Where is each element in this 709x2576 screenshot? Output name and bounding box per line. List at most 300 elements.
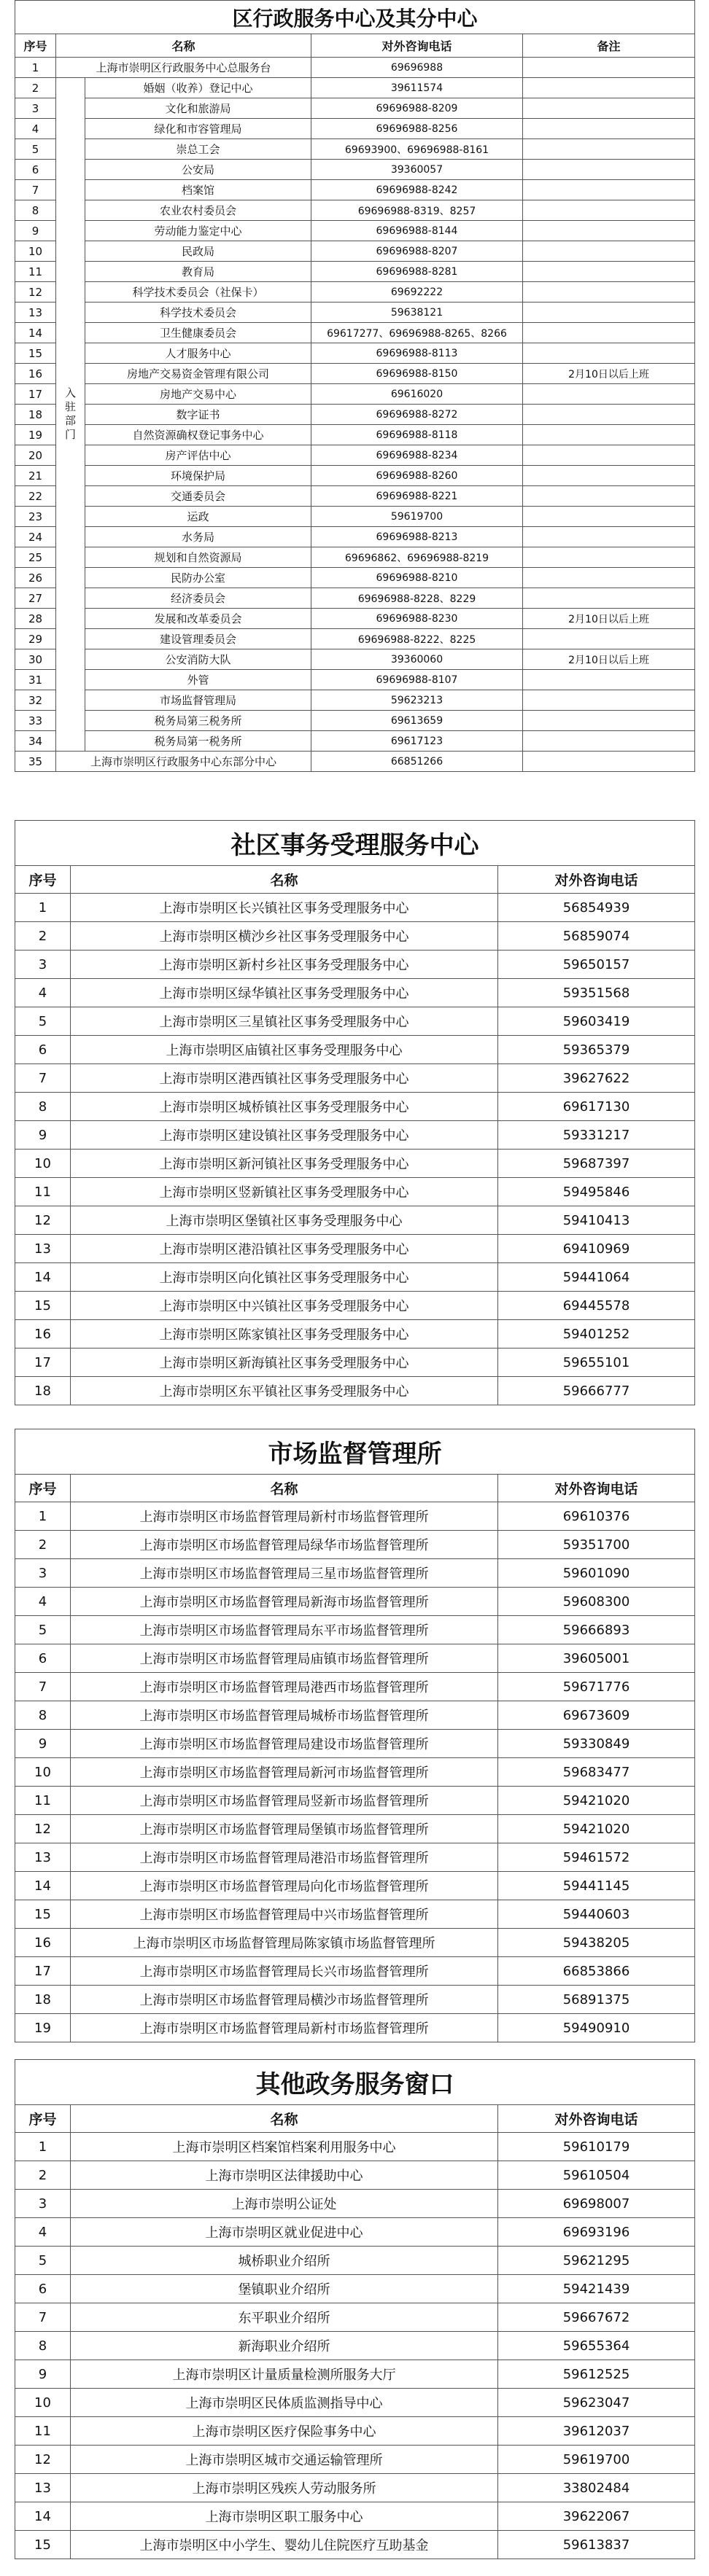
name: 上海市崇明区就业促进中心 [71, 2218, 498, 2247]
table-row [15, 1616, 695, 1644]
number: 23 [15, 507, 56, 527]
community-service-table [15, 820, 695, 1405]
table-row [15, 2218, 695, 2247]
table-row [15, 1263, 695, 1292]
name: 上海市崇明区行政服务中心东部分中心 [56, 752, 311, 772]
name: 上海市崇明区中小学生、婴幼儿住院医疗互助基金 [71, 2531, 498, 2559]
phone: 59331217 [498, 1121, 695, 1150]
phone: 59441064 [498, 1263, 695, 1292]
name: 上海市崇明区横沙乡社区事务受理服务中心 [71, 922, 498, 951]
number: 2 [15, 78, 56, 98]
phone: 39622067 [498, 2502, 695, 2531]
phone: 69696988-8260 [311, 466, 523, 486]
name: 上海市崇明区堡镇社区事务受理服务中心 [71, 1206, 498, 1235]
phone: 69696988-8209 [311, 98, 523, 119]
phone: 33802484 [498, 2474, 695, 2502]
phone: 59608300 [498, 1588, 695, 1616]
number: 10 [15, 241, 56, 262]
table-row [15, 98, 695, 119]
number: 15 [15, 1900, 71, 1929]
name: 民政局 [85, 241, 311, 262]
note [523, 711, 695, 731]
name: 房产评估中心 [85, 445, 311, 466]
number: 14 [15, 2502, 71, 2531]
name: 上海市崇明公证处 [71, 2190, 498, 2218]
table-row [15, 588, 695, 609]
phone: 39605001 [498, 1644, 695, 1673]
name: 规划和自然资源局 [85, 547, 311, 568]
number: 4 [15, 979, 71, 1007]
header-phone: 对外咨询电话 [498, 1475, 695, 1502]
name: 上海市崇明区行政服务中心总服务台 [56, 58, 311, 78]
section-title: 社区事务受理服务中心 [15, 821, 695, 866]
note [523, 568, 695, 588]
number: 1 [15, 1502, 71, 1531]
name: 绿化和市容管理局 [85, 119, 311, 139]
name: 上海市崇明区职工服务中心 [71, 2502, 498, 2531]
name: 上海市崇明区市场监督管理局长兴市场监督管理所 [71, 1957, 498, 1986]
table-row [15, 670, 695, 690]
phone: 59351568 [498, 979, 695, 1007]
table-row [15, 1588, 695, 1616]
phone: 69696988-8234 [311, 445, 523, 466]
table-row [15, 445, 695, 466]
number: 15 [15, 343, 56, 364]
phone: 59441145 [498, 1872, 695, 1900]
phone: 56859074 [498, 922, 695, 951]
phone: 39360060 [311, 649, 523, 670]
phone: 56854939 [498, 894, 695, 922]
table-row [15, 2133, 695, 2161]
phone: 59671776 [498, 1673, 695, 1701]
header-number: 序号 [15, 866, 71, 894]
note [523, 303, 695, 323]
name: 堡镇职业介绍所 [71, 2275, 498, 2303]
note [523, 200, 695, 221]
phone: 59421020 [498, 1815, 695, 1843]
phone: 69693900、69696988-8161 [311, 139, 523, 160]
number: 25 [15, 547, 56, 568]
phone: 69696988-8319、8257 [311, 200, 523, 221]
number: 5 [15, 139, 56, 160]
number: 35 [15, 752, 56, 772]
phone: 59621295 [498, 2247, 695, 2275]
number: 5 [15, 2247, 71, 2275]
note [523, 405, 695, 425]
phone: 59365379 [498, 1036, 695, 1064]
name: 上海市崇明区城市交通运输管理所 [71, 2446, 498, 2474]
name: 婚姻（收养）登记中心 [85, 78, 311, 98]
phone: 59666777 [498, 1377, 695, 1405]
name: 上海市崇明区新河镇社区事务受理服务中心 [71, 1150, 498, 1178]
table-row [15, 1929, 695, 1957]
section-title: 其他政务服务窗口 [15, 2060, 695, 2105]
name: 新海职业介绍所 [71, 2332, 498, 2360]
note [523, 629, 695, 649]
other-windows-table [15, 2059, 695, 2559]
name: 上海市崇明区市场监督管理局三星市场监督管理所 [71, 1559, 498, 1588]
note [523, 752, 695, 772]
phone: 59603419 [498, 1007, 695, 1036]
name: 教育局 [85, 262, 311, 282]
table-row [15, 466, 695, 486]
phone: 59438205 [498, 1929, 695, 1957]
table-row [15, 1349, 695, 1377]
table-row [15, 1206, 695, 1235]
table-row [15, 1701, 695, 1730]
name: 东平职业介绍所 [71, 2303, 498, 2332]
phone: 39360057 [311, 160, 523, 180]
phone: 69610376 [498, 1502, 695, 1531]
phone: 69696988-8150 [311, 364, 523, 384]
note [523, 445, 695, 466]
name: 文化和旅游局 [85, 98, 311, 119]
number: 10 [15, 1150, 71, 1178]
name: 上海市崇明区新海镇社区事务受理服务中心 [71, 1349, 498, 1377]
phone: 59655364 [498, 2332, 695, 2360]
name: 数字证书 [85, 405, 311, 425]
table-row [15, 405, 695, 425]
phone: 59687397 [498, 1150, 695, 1178]
table-row [15, 1673, 695, 1701]
phone: 69696988-8222、8225 [311, 629, 523, 649]
note: 2月10日以后上班 [523, 609, 695, 629]
phone: 69613659 [311, 711, 523, 731]
name: 上海市崇明区庙镇社区事务受理服务中心 [71, 1036, 498, 1064]
name: 上海市崇明区法律援助中心 [71, 2161, 498, 2190]
name: 上海市崇明区市场监督管理局建设市场监督管理所 [71, 1730, 498, 1758]
number: 8 [15, 200, 56, 221]
phone: 69696862、69696988-8219 [311, 547, 523, 568]
phone: 39611574 [311, 78, 523, 98]
phone: 39612037 [498, 2417, 695, 2446]
header-number: 序号 [15, 2105, 71, 2133]
phone: 66851266 [311, 752, 523, 772]
phone: 59410413 [498, 1206, 695, 1235]
admin-service-table [15, 0, 695, 772]
name: 上海市崇明区市场监督管理局港西市场监督管理所 [71, 1673, 498, 1701]
number: 9 [15, 1121, 71, 1150]
table-row [15, 1377, 695, 1405]
table-row [15, 160, 695, 180]
name: 交通委员会 [85, 486, 311, 507]
number: 4 [15, 2218, 71, 2247]
phone: 59351700 [498, 1531, 695, 1559]
phone: 69696988-8281 [311, 262, 523, 282]
phone: 69696988-8221 [311, 486, 523, 507]
note [523, 527, 695, 547]
number: 2 [15, 1531, 71, 1559]
phone: 59421020 [498, 1787, 695, 1815]
number: 33 [15, 711, 56, 731]
section-other-windows [15, 2059, 694, 2559]
number: 19 [15, 2014, 71, 2042]
phone: 69696988-8107 [311, 670, 523, 690]
number: 27 [15, 588, 56, 609]
table-row [15, 2446, 695, 2474]
table-row [15, 384, 695, 405]
number: 5 [15, 1616, 71, 1644]
number: 13 [15, 303, 56, 323]
table-row [15, 609, 695, 629]
name: 上海市崇明区市场监督管理局新村市场监督管理所 [71, 2014, 498, 2042]
table-row [15, 486, 695, 507]
phone: 59666893 [498, 1616, 695, 1644]
table-row [15, 894, 695, 922]
name: 上海市崇明区市场监督管理局城桥市场监督管理所 [71, 1701, 498, 1730]
name: 上海市崇明区港沿镇社区事务受理服务中心 [71, 1235, 498, 1263]
table-row [15, 1036, 695, 1064]
name: 上海市崇明区长兴镇社区事务受理服务中心 [71, 894, 498, 922]
name: 上海市崇明区医疗保险事务中心 [71, 2417, 498, 2446]
number: 34 [15, 731, 56, 752]
note [523, 486, 695, 507]
note [523, 670, 695, 690]
phone: 69673609 [498, 1701, 695, 1730]
number: 2 [15, 922, 71, 951]
table-row [15, 2161, 695, 2190]
number: 8 [15, 1093, 71, 1121]
number: 26 [15, 568, 56, 588]
number: 13 [15, 1235, 71, 1263]
note [523, 160, 695, 180]
phone: 69696988-8272 [311, 405, 523, 425]
phone: 59610179 [498, 2133, 695, 2161]
phone: 59619700 [311, 507, 523, 527]
table-row [15, 1900, 695, 1929]
phone: 69617277、69696988-8265、8266 [311, 323, 523, 343]
table-row [15, 1093, 695, 1121]
table-row [15, 2275, 695, 2303]
name: 科学技术委员会 [85, 303, 311, 323]
number: 15 [15, 2531, 71, 2559]
phone: 59461572 [498, 1843, 695, 1872]
number: 22 [15, 486, 56, 507]
phone: 69693196 [498, 2218, 695, 2247]
name: 上海市崇明区市场监督管理局庙镇市场监督管理所 [71, 1644, 498, 1673]
number: 11 [15, 2417, 71, 2446]
phone: 69696988-8213 [311, 527, 523, 547]
phone: 59610504 [498, 2161, 695, 2190]
number: 7 [15, 180, 56, 200]
name: 上海市崇明区市场监督管理局绿华市场监督管理所 [71, 1531, 498, 1559]
table-row [15, 2303, 695, 2332]
number: 12 [15, 2446, 71, 2474]
number: 1 [15, 58, 56, 78]
table-row [15, 425, 695, 445]
phone: 59655101 [498, 1349, 695, 1377]
phone: 69696988-8118 [311, 425, 523, 445]
name: 上海市崇明区档案馆档案利用服务中心 [71, 2133, 498, 2161]
number: 6 [15, 160, 56, 180]
number: 4 [15, 119, 56, 139]
name: 上海市崇明区陈家镇社区事务受理服务中心 [71, 1320, 498, 1349]
note: 2月10日以后上班 [523, 364, 695, 384]
header-note: 备注 [523, 34, 695, 58]
phone: 59401252 [498, 1320, 695, 1349]
name: 崇总工会 [85, 139, 311, 160]
name: 上海市崇明区中兴镇社区事务受理服务中心 [71, 1292, 498, 1320]
name: 上海市崇明区竖新镇社区事务受理服务中心 [71, 1178, 498, 1206]
table-row [15, 1531, 695, 1559]
table-row [15, 221, 695, 241]
number: 1 [15, 2133, 71, 2161]
name: 外管 [85, 670, 311, 690]
name: 上海市崇明区港西镇社区事务受理服务中心 [71, 1064, 498, 1093]
number: 1 [15, 894, 71, 922]
name: 上海市崇明区建设镇社区事务受理服务中心 [71, 1121, 498, 1150]
number: 2 [15, 2161, 71, 2190]
phone: 69696988-8113 [311, 343, 523, 364]
note [523, 507, 695, 527]
table-row [15, 2531, 695, 2559]
phone: 69696988-8230 [311, 609, 523, 629]
table-row [15, 1502, 695, 1531]
name: 档案馆 [85, 180, 311, 200]
name: 上海市崇明区东平镇社区事务受理服务中心 [71, 1377, 498, 1405]
note [523, 78, 695, 98]
name: 房地产交易中心 [85, 384, 311, 405]
phone: 59623213 [311, 690, 523, 711]
note [523, 425, 695, 445]
number: 16 [15, 364, 56, 384]
table-row [15, 1064, 695, 1093]
number: 21 [15, 466, 56, 486]
number: 24 [15, 527, 56, 547]
table-row [15, 180, 695, 200]
phone: 59613837 [498, 2531, 695, 2559]
header-name: 名称 [71, 2105, 498, 2133]
phone: 59638121 [311, 303, 523, 323]
note [523, 323, 695, 343]
table-row [15, 2014, 695, 2042]
phone: 59495846 [498, 1178, 695, 1206]
name: 税务局第三税务所 [85, 711, 311, 731]
name: 公安消防大队 [85, 649, 311, 670]
number: 17 [15, 1349, 71, 1377]
table-row [15, 282, 695, 303]
name: 卫生健康委员会 [85, 323, 311, 343]
note [523, 98, 695, 119]
table-row [15, 568, 695, 588]
name: 上海市崇明区残疾人劳动服务所 [71, 2474, 498, 2502]
number: 11 [15, 1178, 71, 1206]
table-row [15, 343, 695, 364]
table-row [15, 1872, 695, 1900]
name: 水务局 [85, 527, 311, 547]
number: 10 [15, 1758, 71, 1787]
phone: 59619700 [498, 2446, 695, 2474]
table-row [15, 2389, 695, 2417]
name: 房地产交易资金管理有限公司 [85, 364, 311, 384]
note [523, 547, 695, 568]
number: 8 [15, 2332, 71, 2360]
name: 上海市崇明区向化镇社区事务受理服务中心 [71, 1263, 498, 1292]
phone: 59683477 [498, 1758, 695, 1787]
name: 公安局 [85, 160, 311, 180]
table-row [15, 1235, 695, 1263]
number: 29 [15, 629, 56, 649]
table-row [15, 711, 695, 731]
number: 3 [15, 98, 56, 119]
number: 17 [15, 384, 56, 405]
group-label: 入驻部门 [56, 78, 85, 752]
note [523, 731, 695, 752]
table-row [15, 629, 695, 649]
number: 18 [15, 405, 56, 425]
name: 上海市崇明区绿华镇社区事务受理服务中心 [71, 979, 498, 1007]
table-row [15, 507, 695, 527]
phone: 59440603 [498, 1900, 695, 1929]
number: 14 [15, 323, 56, 343]
note [523, 180, 695, 200]
name: 上海市崇明区三星镇社区事务受理服务中心 [71, 1007, 498, 1036]
phone: 69445578 [498, 1292, 695, 1320]
table-row [15, 1986, 695, 2014]
phone: 69617123 [311, 731, 523, 752]
section-community-service [15, 820, 694, 1405]
table-row [15, 303, 695, 323]
table-row [15, 1730, 695, 1758]
table-row [15, 752, 695, 772]
table-row [15, 1815, 695, 1843]
table-row [15, 2502, 695, 2531]
number: 11 [15, 262, 56, 282]
name: 上海市崇明区市场监督管理局东平市场监督管理所 [71, 1616, 498, 1644]
phone: 39627622 [498, 1064, 695, 1093]
table-row [15, 139, 695, 160]
phone: 59667672 [498, 2303, 695, 2332]
note [523, 343, 695, 364]
number: 18 [15, 1377, 71, 1405]
header-number: 序号 [15, 1475, 71, 1502]
name: 市场监督管理局 [85, 690, 311, 711]
table-row [15, 1150, 695, 1178]
phone: 69696988-8210 [311, 568, 523, 588]
number: 8 [15, 1701, 71, 1730]
name: 上海市崇明区城桥镇社区事务受理服务中心 [71, 1093, 498, 1121]
table-row [15, 58, 695, 78]
table-row [15, 649, 695, 670]
number: 6 [15, 1036, 71, 1064]
number: 14 [15, 1263, 71, 1292]
number: 9 [15, 1730, 71, 1758]
note [523, 690, 695, 711]
number: 16 [15, 1929, 71, 1957]
number: 3 [15, 2190, 71, 2218]
number: 32 [15, 690, 56, 711]
phone: 69698007 [498, 2190, 695, 2218]
table-row [15, 1644, 695, 1673]
header-phone: 对外咨询电话 [498, 866, 695, 894]
number: 10 [15, 2389, 71, 2417]
number: 31 [15, 670, 56, 690]
name: 劳动能力鉴定中心 [85, 221, 311, 241]
name: 民防办公室 [85, 568, 311, 588]
note [523, 262, 695, 282]
name: 上海市崇明区民体质监测指导中心 [71, 2389, 498, 2417]
name: 上海市崇明区市场监督管理局陈家镇市场监督管理所 [71, 1929, 498, 1957]
header-name: 名称 [71, 866, 498, 894]
name: 人才服务中心 [85, 343, 311, 364]
number: 12 [15, 282, 56, 303]
table-row [15, 1320, 695, 1349]
name: 上海市崇明区市场监督管理局中兴市场监督管理所 [71, 1900, 498, 1929]
phone: 69616020 [311, 384, 523, 405]
name: 经济委员会 [85, 588, 311, 609]
name: 上海市崇明区市场监督管理局竖新市场监督管理所 [71, 1787, 498, 1815]
name: 上海市崇明区市场监督管理局新海市场监督管理所 [71, 1588, 498, 1616]
